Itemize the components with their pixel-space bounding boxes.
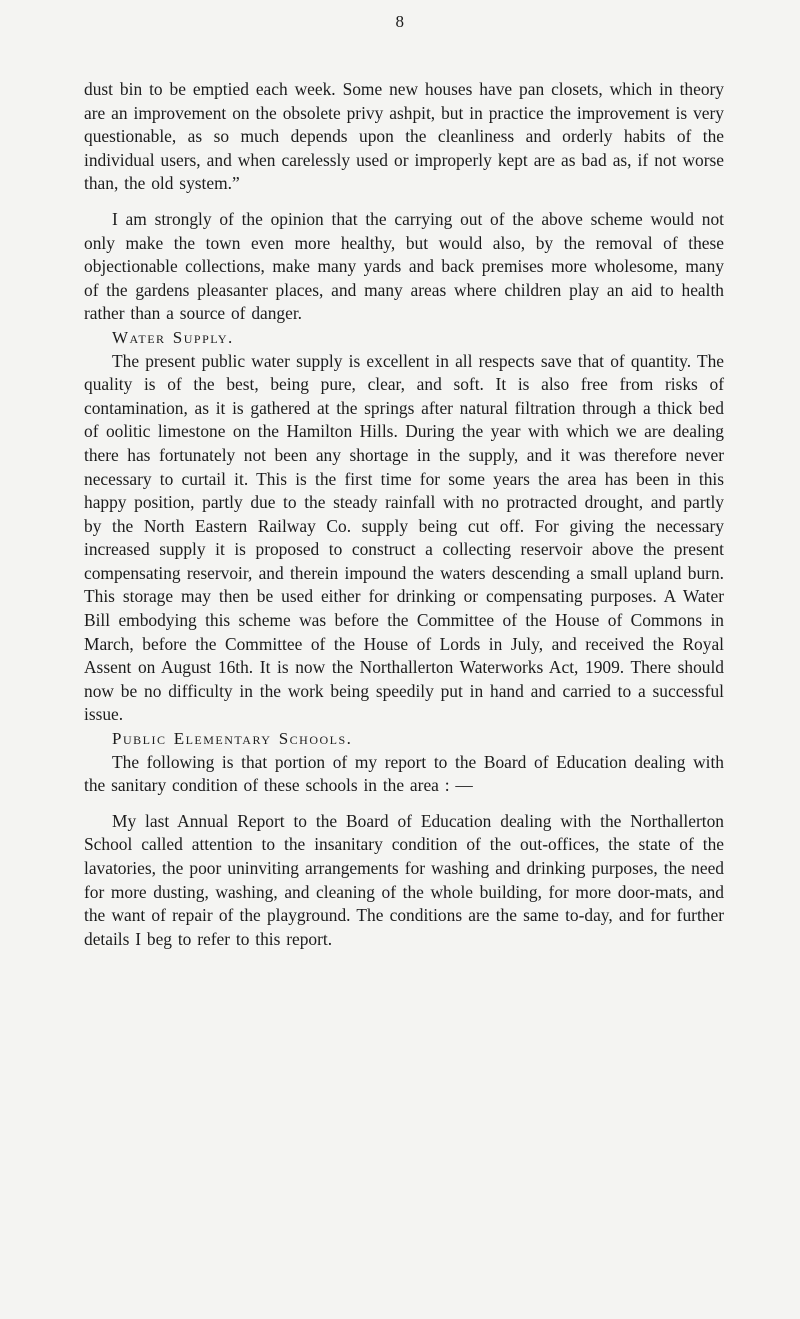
document-body [84,78,724,951]
paragraph-water-supply: The present public water supply is excellent in all respects save that of quantity. The quality is of the best, being pure, clear, and soft. It is also free from risks of contamination, as it is gathered at the springs after natural filtration through a thick bed of oolitic limestone on the Hamilton Hills. During the year with which we are dealing there has fortunately not been any shortage in the supply, and it was therefore never necessary to curtail it. This is the first time for some years the area has been in this happy position, partly due to the steady rainfall with no protracted drought, and partly by the North Eastern Railway Co. supply being cut off. For giving the necessary increased supply it is proposed to construct a collecting reservoir above the present compensating reservoir, and therein impound the waters descending a small upland burn. This storage may then be used either for drinking or compensating purposes. A Water Bill embodying this scheme was before the Committee of the House of Commons in March, before the Committee of the House of Lords in July, and received the Royal Assent on August 16th. It is now the Northallerton Waterworks Act, 1909. There should now be no difficulty in the work being speedily put in hand and carried to a successful issue. [84,350,724,725]
heading-public-elementary-schools: Public Elementary Schools. [112,729,353,749]
paragraph-schools-report: My last Annual Report to the Board of Education dealing with the Northallerton School called attention to the insanitary condition of the out-offices, the state of the lavatories, the poor uninviting arrangements for washing and drinking purposes, the need for more dusting, washing, and cleaning of the whole building, for more door-mats, and the want of repair of the playground. The conditions are the same to-day, and for further details I beg to refer to this report. [84,810,724,949]
page-number: 8 [395,12,405,31]
paragraph-sanitation-continued: dust bin to be emptied each week. Some new houses have pan closets, which in theory are an improvement on the obsolete privy ashpit, but in practice the improvement is very questionable, as so much depends upon the cleanliness and orderly habits of the individual users, and when carelessly used or improperly kept are as bad as, if not worse than, the old system.” [84,79,724,194]
heading-water-supply: Water Supply. [112,327,234,347]
paragraph-schools-intro: The following is that portion of my report to the Board of Education dealing with the sanitary condition of these schools in the area : — [84,751,724,796]
paragraph-scheme-opinion: I am strongly of the opinion that the carrying out of the above scheme would not only make the town even more healthy, but would also, by the removal of these objectionable collections, make many yards and back premises more wholesome, many of the gardens pleasanter places, and many areas where children play an aid to health rather than a source of danger. [84,208,724,324]
